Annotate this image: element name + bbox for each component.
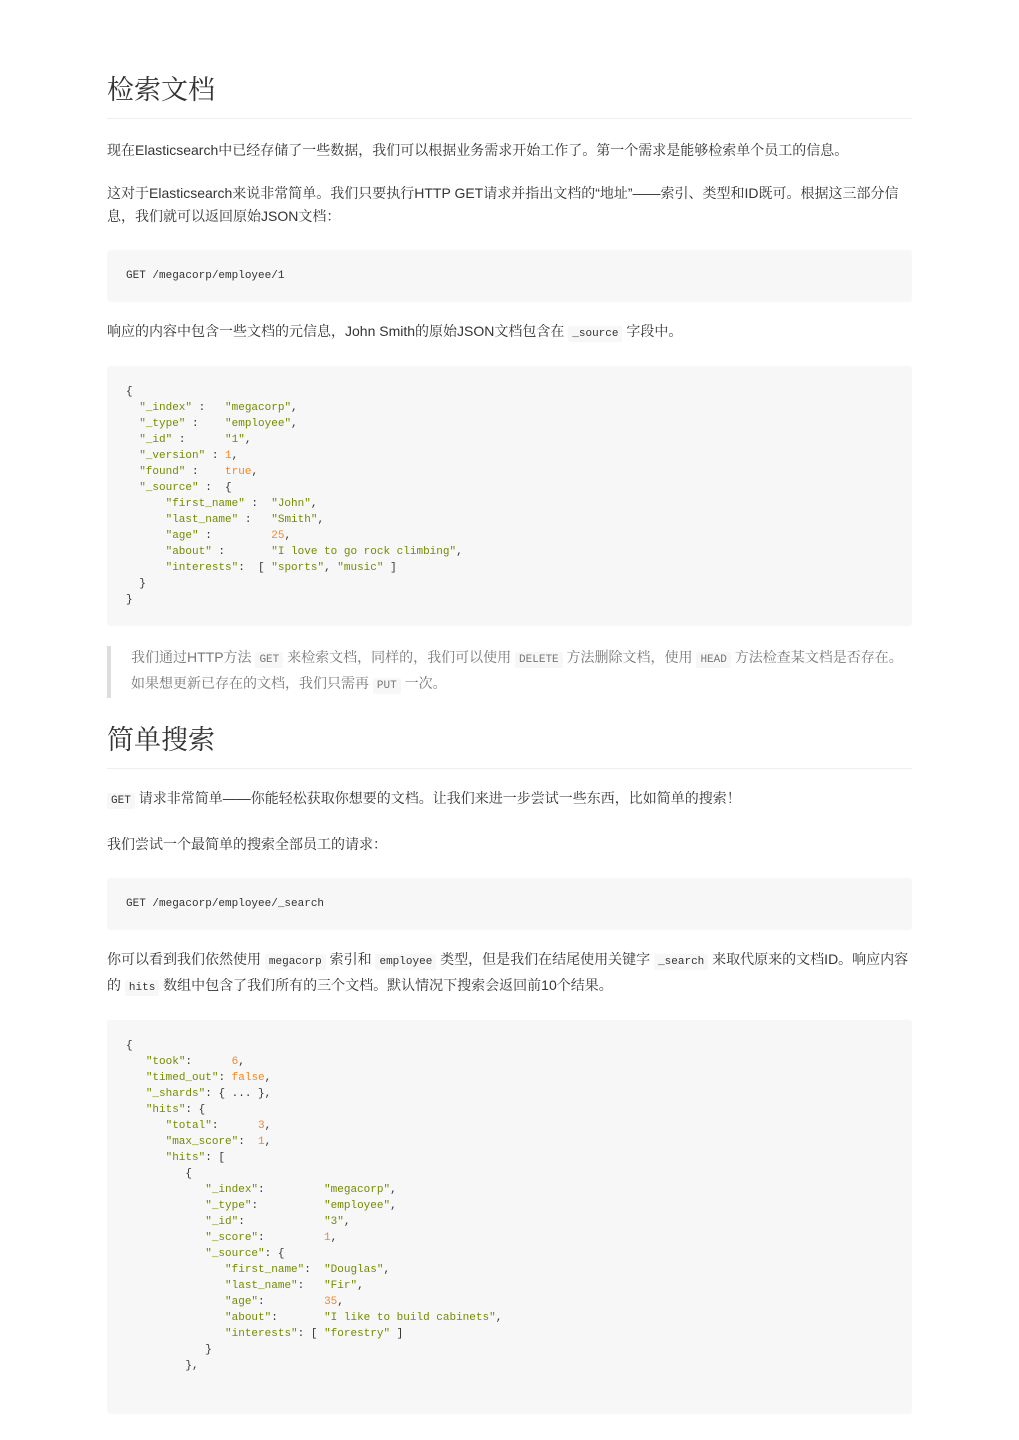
inline-code-search: _search — [654, 954, 708, 970]
code-line: GET /megacorp/employee/1 — [126, 270, 285, 282]
paragraph-search-explain: 你可以看到我们依然使用 megacorp 索引和 employee 类型，但是我们在结尾使用关键字 _search 来取代原来的文档ID。响应内容的 hits 数组中包含了我们所有的三个文档。默认情况下搜索会返回前10个结果。 — [107, 951, 909, 994]
inline-code-delete: DELETE — [515, 652, 563, 668]
code-block-get-request — [107, 250, 912, 302]
inline-code-employee: employee — [375, 954, 436, 970]
article-body — [107, 72, 912, 1414]
paragraph-search-all: 我们尝试一个最简单的搜索全部员工的请求： — [107, 836, 387, 852]
code-block-response-2: { "took": 6, "timed_out": false, "_shards": { ... }, "hits": { "total": 3, "max_score": 1, "hits": [ { "_index": "megacorp", "_type": "employee", "_id": "3", "_score": 1, "_source": { "first_name": "Douglas", "last_name": "Fir", "age": 35, "about": "I like to build cabinets", "interests": [ "forestry" ] } }, — [107, 1020, 912, 1414]
section-title-search: 简单搜索 — [107, 722, 912, 769]
inline-code-head: HEAD — [696, 652, 730, 668]
code-block-search-request — [107, 878, 912, 930]
code-block-response-1: { "_index" : "megacorp", "_type" : "employee", "_id" : "1", "_version" : 1, "found" : true, "_source" : { "first_name" : "John", "last_name" : "Smith", "age" : 25, "about" : "I love to go rock climbing", "interests": [ "sports", "music" ] } } — [107, 366, 912, 626]
paragraph-search-intro: GET 请求非常简单——你能轻松获取你想要的文档。让我们来进一步尝试一些东西，比如简单的搜索！ — [107, 787, 912, 813]
inline-code-get: GET — [255, 652, 283, 668]
paragraph-get-explain: 这对于Elasticsearch来说非常简单。我们只要执行HTTP GET请求并指出文档的“地址”——索引、类型和ID既可。根据这三部分信息，我们就可以返回原始JSON文档： — [107, 185, 899, 224]
inline-code-get-2: GET — [107, 793, 135, 809]
inline-code-hits: hits — [125, 980, 159, 996]
inline-code-put: PUT — [373, 678, 401, 694]
inline-code-megacorp: megacorp — [265, 954, 326, 970]
inline-code-source: _source — [568, 326, 622, 342]
paragraph-response-info: 响应的内容中包含一些文档的元信息，John Smith的原始JSON文档包含在 _source 字段中。 — [107, 323, 683, 340]
section-title-retrieve: 检索文档 — [107, 72, 912, 119]
paragraph-intro: 现在Elasticsearch中已经存储了一些数据，我们可以根据业务需求开始工作了。第一个需求是能够检索单个员工的信息。 — [107, 142, 849, 158]
note-blockquote: 我们通过HTTP方法 GET 来检索文档，同样的，我们可以使用 DELETE 方法删除文档，使用 HEAD 方法检查某文档是否存在。如果想更新已存在的文档，我们只需再 PUT 一次。 — [107, 646, 912, 698]
code-line: GET /megacorp/employee/_search — [126, 898, 325, 910]
